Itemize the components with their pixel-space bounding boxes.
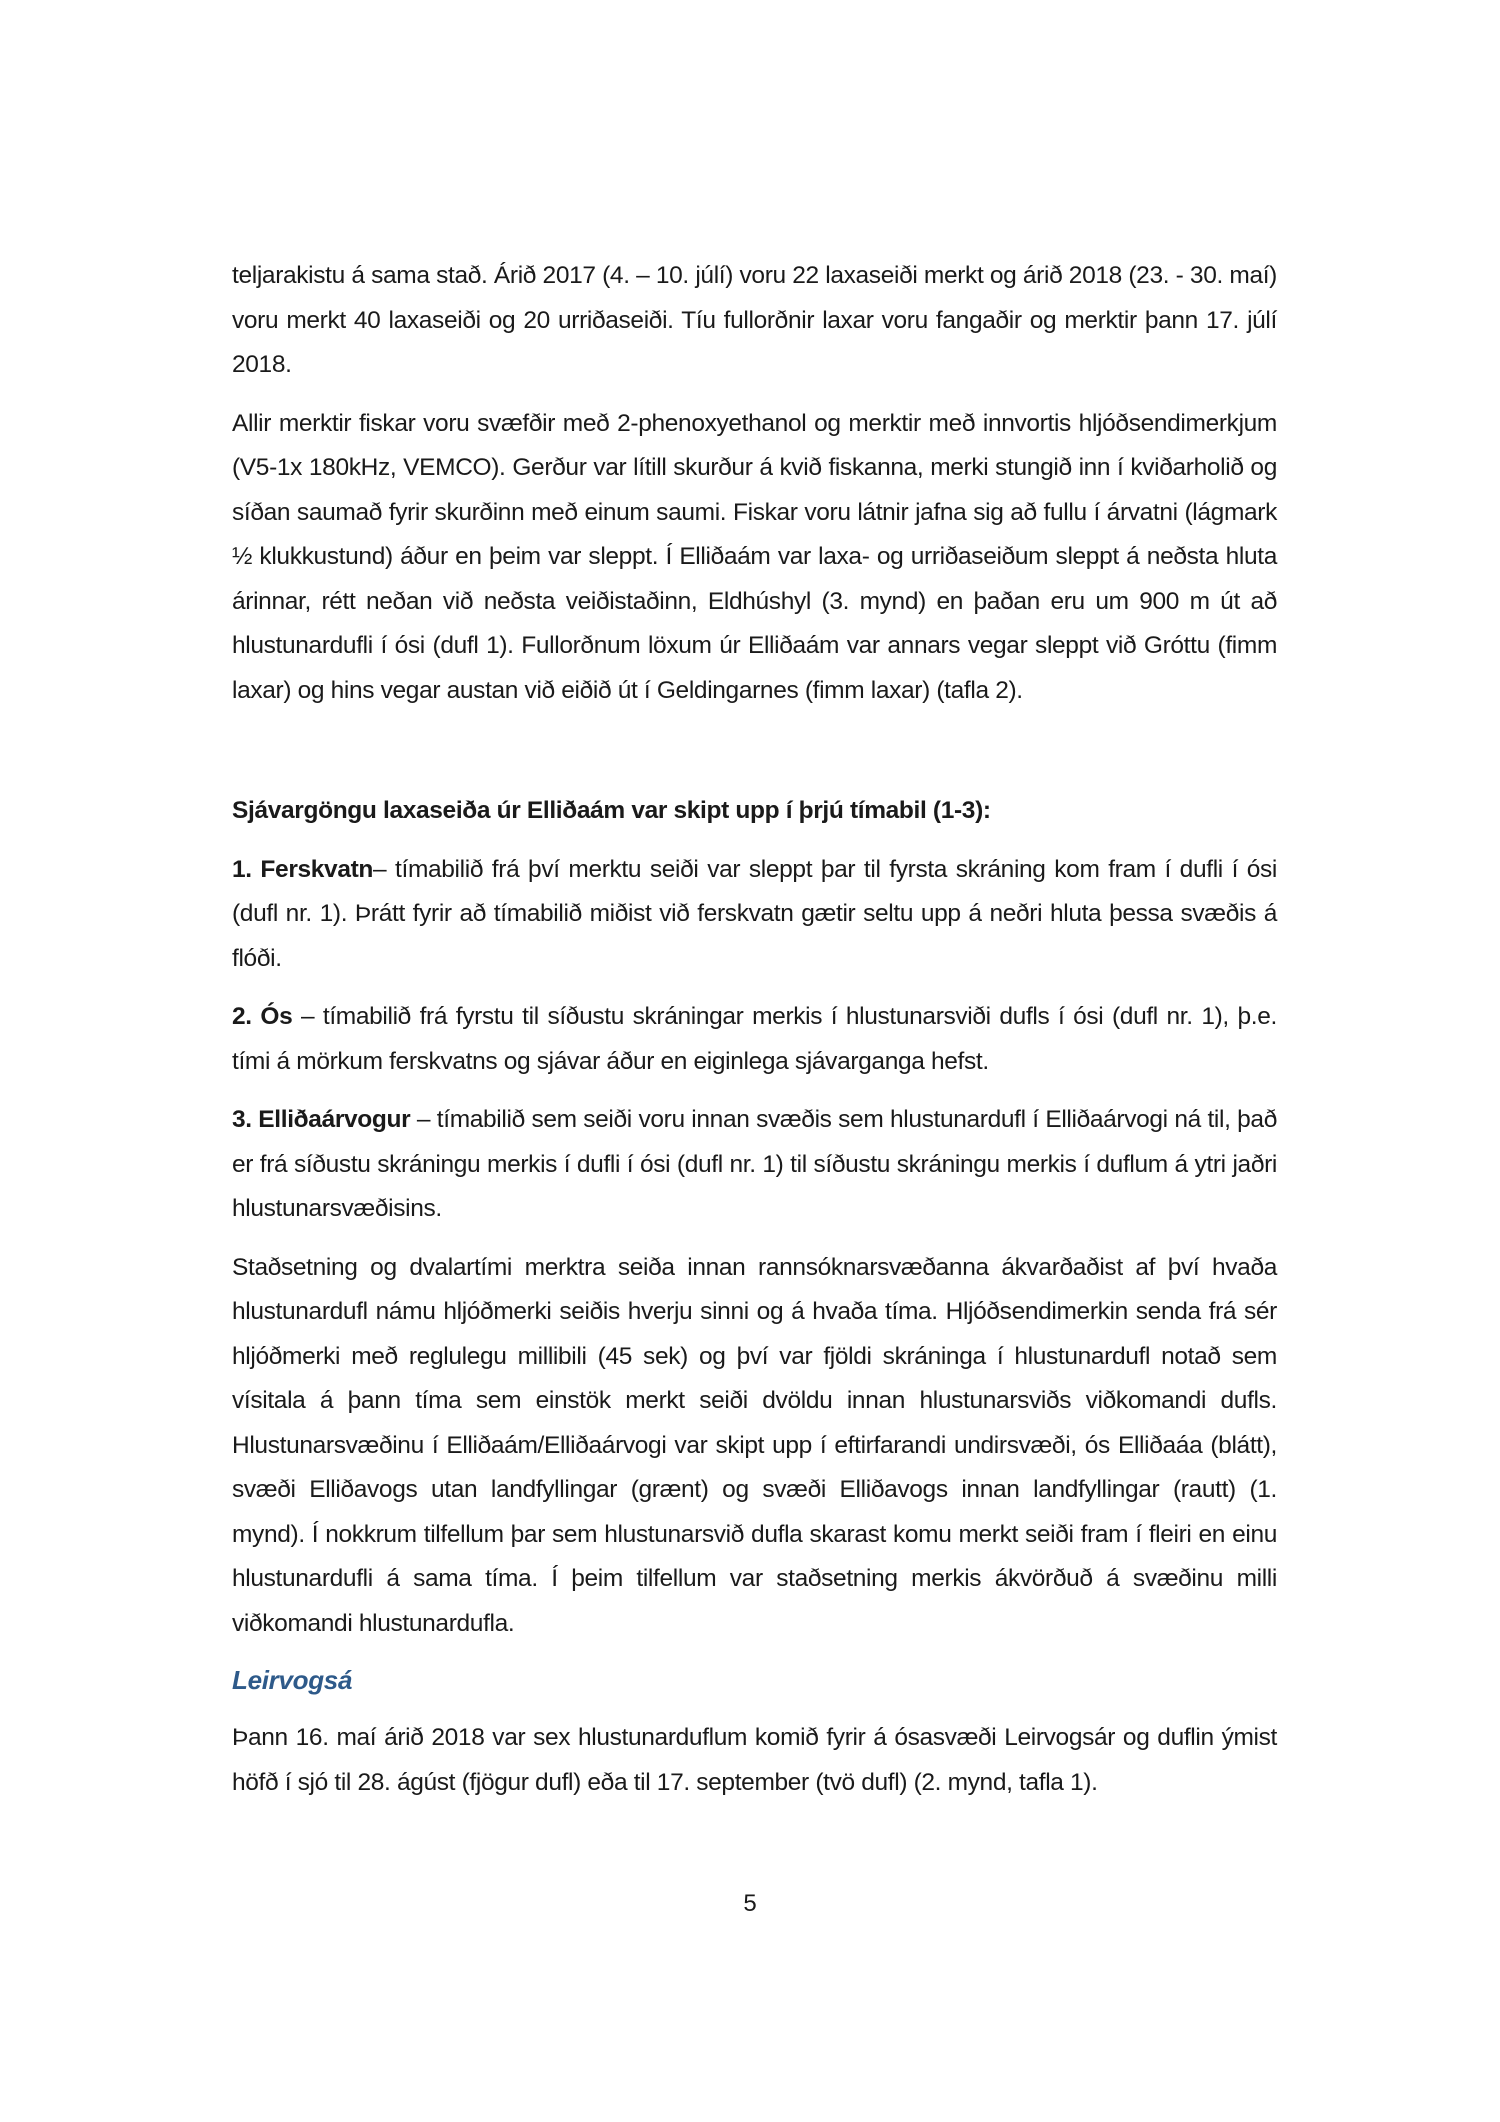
period-separator: – bbox=[292, 1003, 323, 1030]
document-page bbox=[232, 254, 1277, 1819]
period-item-freshwater bbox=[232, 848, 1277, 982]
period-separator: – bbox=[410, 1106, 437, 1133]
page-number: 5 bbox=[743, 1890, 757, 1917]
paragraph-tagging-method: Allir merktir fiskar voru svæfðir með 2-phenoxyethanol og merktir með innvortis hljóðsendimerkjum (V5-1x 180kHz, VEMCO). Gerður var lítill skurður á kvið fiskanna, merki stungið inn í kviðarholið og síðan saumað fyrir skurðinn með einum saumi. Fiskar voru látnir jafna sig að fullu í árvatni (lágmark ½ klukkustund) áður en þeim var sleppt. Í Elliðaám var laxa- og urriðaseiðum sleppt á neðsta hluta árinnar, rétt neðan við neðsta veiðistaðinn, Eldhúshyl (3. mynd) en þaðan eru um 900 m út að hlustunardufli í ósi (dufl 1). Fullorðnum löxum úr Elliðaám var annars vegar sleppt við Gróttu (fimm laxar) og hins vegar austan við eiðið út í Geldingarnes (fimm laxar) (tafla 2). bbox=[232, 409, 1277, 704]
paragraph-location-method: Staðsetning og dvalartími merktra seiða innan rannsóknarsvæðanna ákvarðaðist af því hvaða hlustunardufl námu hljóðmerki seiðis hverju sinni og á hvaða tíma. Hljóðsendimerkin senda frá sér hljóðmerki með reglulegu millibili (45 sek) og því var fjöldi skráninga í hlustunardufl notað sem vísitala á þann tíma sem einstök merkt seiði dvöldu innan hlustunarsviðs viðkomandi dufls. Hlustunarsvæðinu í Elliðaám/Elliðaárvogi var skipt upp í eftirfarandi undirsvæði, ós Elliðaáa (blátt), svæði Elliðavogs utan landfyllingar (grænt) og svæði Elliðavogs innan landfyllingar (rautt) (1. mynd). Í nokkrum tilfellum þar sem hlustunarsvið dufla skarast komu merkt seiði fram í fleiri en einu hlustunardufli á sama tíma. Í þeim tilfellum var staðsetning merkis ákvörðuð á svæðinu milli viðkomandi hlustunardufla. bbox=[232, 1253, 1277, 1637]
paragraph-leirvogsa: Þann 16. maí árið 2018 var sex hlustunarduflum komið fyrir á ósasvæði Leirvogsár og duflin ýmist höfð í sjó til 28. ágúst (fjögur dufl) eða til 17. september (tvö dufl) (2. mynd, tafla 1). bbox=[232, 1724, 1277, 1796]
subheading-leirvogsa: Leirvogsá bbox=[232, 1665, 353, 1695]
section-heading-migration-periods: Sjávargöngu laxaseiða úr Elliðaám var skipt upp í þrjú tímabil (1-3): bbox=[232, 797, 991, 824]
period-description: tímabilið sem seiði voru innan svæðis sem hlustunardufl í Elliðaárvogi ná til, það er frá síðustu skráningu merkis í dufli í ósi (dufl nr. 1) til síðustu skráningu merkis í duflum á ytri jaðri hlustunarsvæðisins. bbox=[232, 1106, 1277, 1222]
period-item-ellidaarvogur bbox=[232, 1098, 1277, 1232]
period-separator: – bbox=[373, 855, 396, 883]
period-description: tímabilið frá því merktu seiði var sleppt þar til fyrsta skráning kom fram í dufli í ósi (dufl nr. 1). Þrátt fyrir að tímabilið miðist við ferskvatn gætir seltu upp á neðri hluta þessa svæðis á flóði. bbox=[232, 855, 1278, 972]
period-term: 1. Ferskvatn bbox=[232, 855, 374, 883]
period-term: 2. Ós bbox=[232, 1003, 293, 1030]
period-description: tímabilið frá fyrstu til síðustu skráningar merkis í hlustunarsviði dufls í ósi (dufl nr. 1), þ.e. tími á mörkum ferskvatns og sjávar áður en eiginlega sjávarganga hefst. bbox=[232, 1003, 1277, 1075]
period-term: 3. Elliðaárvogur bbox=[232, 1106, 411, 1133]
period-item-estuary bbox=[232, 995, 1277, 1084]
paragraph-tagging-summary: teljarakistu á sama stað. Árið 2017 (4. – 10. júlí) voru 22 laxaseiði merkt og árið 2018 (23. - 30. maí) voru merkt 40 laxaseiði og 20 urriðaseiði. Tíu fullorðnir laxar voru fangaðir og merktir þann 17. júlí 2018. bbox=[232, 262, 1277, 378]
